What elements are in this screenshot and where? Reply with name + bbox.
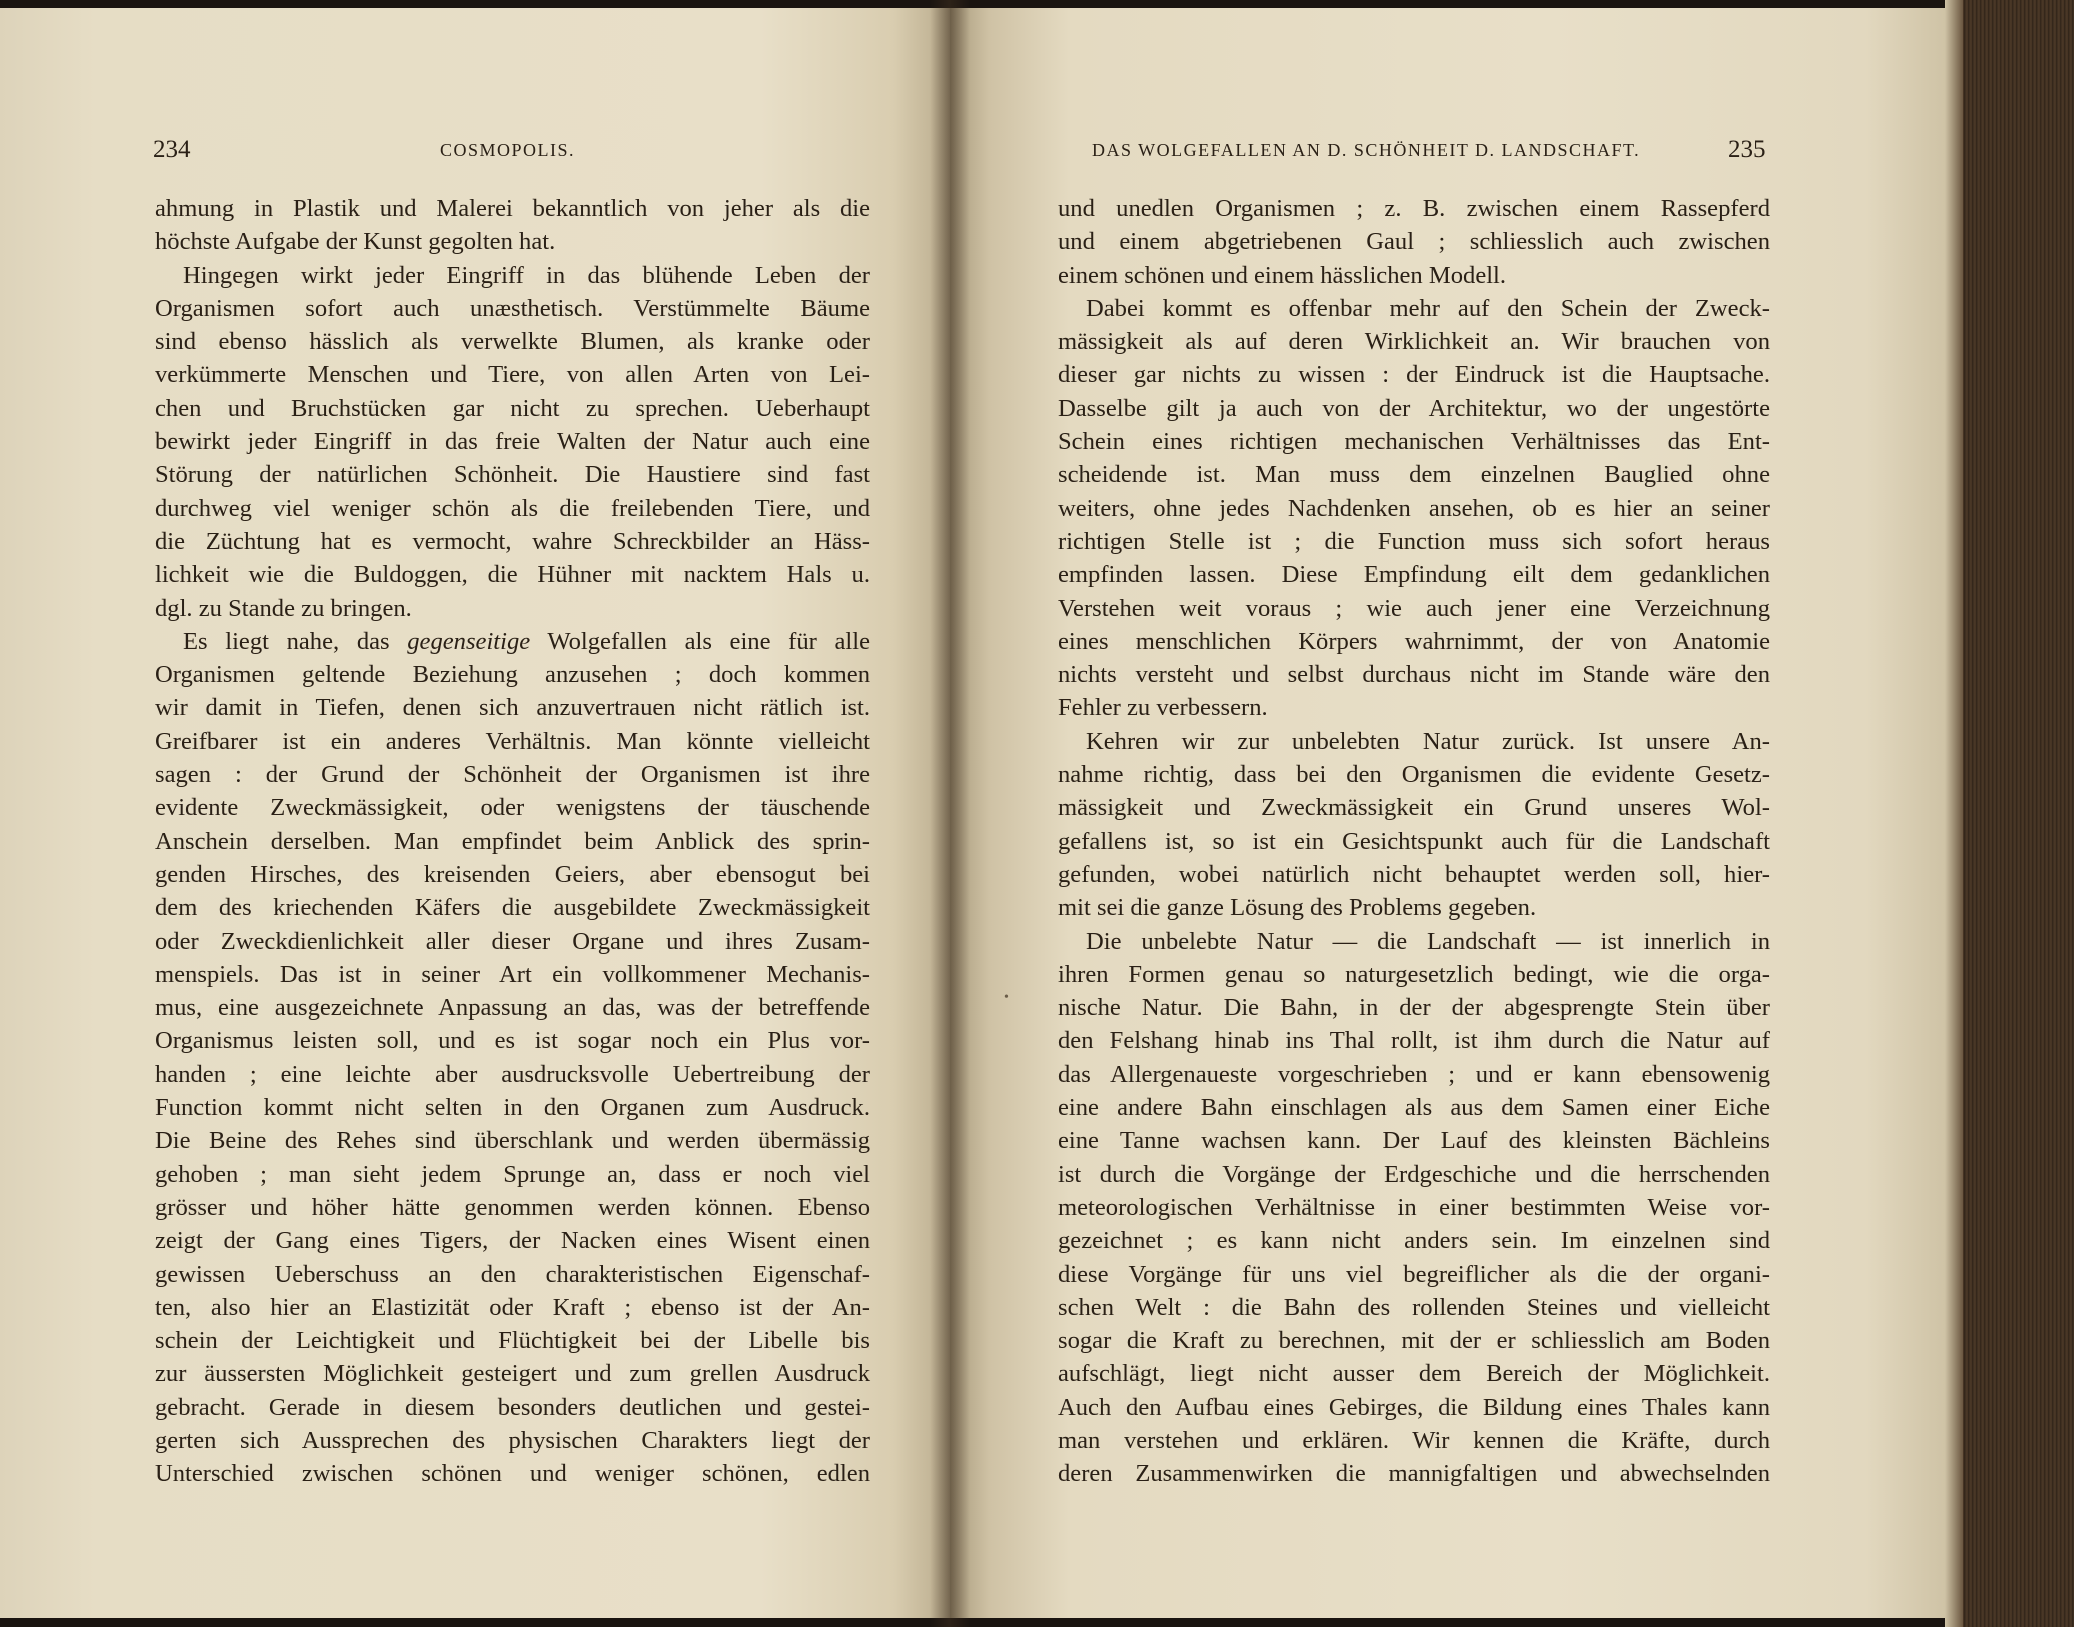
text-line: und unedlen Organismen ; z. B. zwischen einem Rassepferd	[1058, 195, 1770, 222]
text-line: durchweg viel weniger schön als die freilebenden Tiere, und	[155, 494, 870, 522]
text-line: dgl. zu Stande zu bringen.	[155, 594, 412, 622]
text-line: dem des kriechenden Käfers die ausgebildete Zweckmässigkeit	[155, 894, 870, 922]
left-running-head: COSMOPOLIS.	[440, 140, 576, 160]
text-line: schein der Leichtigkeit und Flüchtigkeit bei der Libelle bis	[155, 1327, 870, 1355]
text-line: oder Zweckdienlichkeit aller dieser Organe und ihres Zusam-	[155, 927, 870, 955]
left-page-number: 234	[153, 136, 191, 163]
text-line: höchste Aufgabe der Kunst gegolten hat.	[155, 228, 556, 256]
text-line: Schein eines richtigen mechanischen Verhältnisses das Ent-	[1058, 428, 1770, 456]
text-line: mässigkeit und Zweckmässigkeit ein Grund unseres Wol-	[1058, 794, 1770, 822]
text-line: und einem abgetriebenen Gaul ; schliesslich auch zwischen	[1058, 228, 1770, 256]
text-line: die Züchtung hat es vermocht, wahre Schreckbilder an Häss-	[155, 527, 870, 555]
text-line: zur äussersten Möglichkeit gesteigert und zum grellen Ausdruck	[155, 1360, 870, 1388]
text-line: nische Natur. Die Bahn, in der der abgesprengte Stein über	[1058, 994, 1770, 1022]
text-line: dieser gar nichts zu wissen : der Eindruck ist die Hauptsache.	[1058, 361, 1770, 389]
text-line: zeigt der Gang eines Tigers, der Nacken eines Wisent einen	[155, 1227, 870, 1255]
text-line: sagen : der Grund der Schönheit der Organismen ist ihre	[155, 761, 870, 789]
text-line: sind ebenso hässlich als verwelkte Blumen, als kranke oder	[155, 328, 870, 356]
text-line: Es liegt nahe, das gegenseitige Wolgefallen als eine für alle	[183, 627, 870, 655]
text-line: scheidende ist. Man muss dem einzelnen Bauglied ohne	[1058, 461, 1770, 489]
text-line: Kehren wir zur unbelebten Natur zurück. Ist unsere An-	[1086, 727, 1770, 755]
text-line: mit sei die ganze Lösung des Problems gegeben.	[1058, 894, 1537, 922]
text-line: meteorologischen Verhältnisse in einer bestimmten Weise vor-	[1058, 1193, 1770, 1221]
text-line: verkümmerte Menschen und Tiere, von allen Arten von Lei-	[155, 361, 870, 389]
page-edges	[1945, 0, 2074, 1627]
text-line: Fehler zu verbessern.	[1058, 694, 1268, 722]
text-line: Organismen sofort auch unæsthetisch. Verstümmelte Bäume	[155, 294, 870, 322]
text-line: Dabei kommt es offenbar mehr auf den Schein der Zweck-	[1086, 294, 1770, 322]
text-line: Auch den Aufbau eines Gebirges, die Bildung eines Thales kann	[1058, 1393, 1770, 1421]
book-gutter	[930, 0, 970, 1627]
left-page-body	[155, 192, 870, 1491]
text-line: nahme richtig, dass bei den Organismen die evidente Gesetz-	[1058, 761, 1770, 789]
text-line: Störung der natürlichen Schönheit. Die Haustiere sind fast	[155, 461, 870, 489]
text-line: evidente Zweckmässigkeit, oder wenigstens der täuschende	[155, 794, 870, 822]
text-line: Anschein derselben. Man empfindet beim Anblick des sprin-	[155, 827, 870, 855]
text-line: Organismen geltende Beziehung anzusehen ; doch kommen	[155, 661, 870, 689]
text-line: nichts versteht und selbst durchaus nicht im Stande wäre den	[1058, 661, 1770, 689]
text-line: Greifbarer ist ein anderes Verhältnis. Man könnte vielleicht	[155, 727, 870, 755]
text-line: man verstehen und erklären. Wir kennen die Kräfte, durch	[1058, 1426, 1770, 1454]
text-line: mässigkeit als auf deren Wirklichkeit an. Wir brauchen von	[1058, 328, 1770, 356]
text-line: ihren Formen genau so naturgesetzlich bedingt, wie die orga-	[1058, 960, 1770, 988]
text-line: Die Beine des Rehes sind überschlank und werden übermässig	[155, 1127, 870, 1155]
text-line: gehoben ; man sieht jedem Sprunge an, dass er noch viel	[155, 1160, 870, 1188]
text-line: mus, eine ausgezeichnete Anpassung an das, was der betreffende	[155, 994, 870, 1022]
text-line: aufschlägt, liegt nicht ausser dem Bereich der Möglichkeit.	[1058, 1360, 1770, 1388]
text-line: Hingegen wirkt jeder Eingriff in das blühende Leben der	[183, 261, 870, 289]
text-line: eines menschlichen Körpers wahrnimmt, der von Anatomie	[1058, 627, 1770, 655]
text-line: gewissen Ueberschuss an den charakteristischen Eigenschaf-	[155, 1260, 870, 1288]
text-line: einem schönen und einem hässlichen Modell.	[1058, 261, 1507, 289]
text-line: Dasselbe gilt ja auch von der Architektur, wo der ungestörte	[1058, 394, 1770, 422]
right-page-number: 235	[1728, 136, 1766, 163]
text-line: ist durch die Vorgänge der Erdgeschiche und die herrschenden	[1058, 1160, 1770, 1188]
text-line: richtigen Stelle ist ; die Function muss sich sofort heraus	[1058, 527, 1770, 555]
text-line: diese Vorgänge für uns viel begreiflicher als die der organi-	[1058, 1260, 1770, 1288]
text-line: den Felshang hinab ins Thal rollt, ist ihm durch die Natur auf	[1058, 1027, 1770, 1055]
text-line: chen und Bruchstücken gar nicht zu sprechen. Ueberhaupt	[155, 394, 870, 422]
text-line: gezeichnet ; es kann nicht anders sein. Im einzelnen sind	[1058, 1227, 1770, 1255]
text-line: gebracht. Gerade in diesem besonders deutlichen und gestei-	[155, 1393, 870, 1421]
text-line: ahmung in Plastik und Malerei bekanntlich von jeher als die	[155, 195, 870, 222]
text-line: das Allergenaueste vorgeschrieben ; und er kann ebensowenig	[1058, 1060, 1770, 1088]
text-line: lichkeit wie die Buldoggen, die Hühner mit nacktem Hals u.	[155, 561, 870, 589]
text-line: deren Zusammenwirken die mannigfaltigen und abwechselnden	[1058, 1460, 1770, 1488]
text-line: grösser und höher hätte genommen werden können. Ebenso	[155, 1193, 870, 1221]
text-line: gerten sich Aussprechen des physischen Charakters liegt der	[155, 1426, 870, 1454]
text-line: eine Tanne wachsen kann. Der Lauf des kleinsten Bächleins	[1058, 1127, 1770, 1155]
text-line: weiters, ohne jedes Nachdenken ansehen, ob es hier an seiner	[1058, 494, 1770, 522]
text-line: Organismus leisten soll, und es ist sogar noch ein Plus vor-	[155, 1027, 870, 1055]
margin-mark: •	[1004, 990, 1009, 1005]
text-line: wir damit in Tiefen, denen sich anzuvertrauen nicht rätlich ist.	[155, 694, 870, 722]
text-line: gefallens ist, so ist ein Gesichtspunkt auch für die Landschaft	[1058, 827, 1770, 855]
right-page-body	[1058, 192, 1770, 1491]
text-line: ten, also hier an Elastizität oder Kraft ; ebenso ist der An-	[155, 1293, 870, 1321]
text-line: menspiels. Das ist in seiner Art ein vollkommener Mechanis-	[155, 960, 870, 988]
text-line: handen ; eine leichte aber ausdrucksvolle Uebertreibung der	[155, 1060, 870, 1088]
text-line: genden Hirsches, des kreisenden Geiers, aber ebensogut bei	[155, 860, 870, 888]
text-line: gefunden, wobei natürlich nicht behauptet werden soll, hier-	[1058, 860, 1770, 888]
text-line: sogar die Kraft zu berechnen, mit der er schliesslich am Boden	[1058, 1327, 1770, 1355]
text-line: Unterschied zwischen schönen und weniger schönen, edlen	[155, 1460, 870, 1488]
text-line: eine andere Bahn einschlagen als aus dem Samen einer Eiche	[1058, 1094, 1770, 1122]
text-line: bewirkt jeder Eingriff in das freie Walten der Natur auch eine	[155, 428, 870, 456]
right-running-head: DAS WOLGEFALLEN AN D. SCHÖNHEIT D. LANDSCHAFT.	[1092, 140, 1641, 160]
text-line: Die unbelebte Natur — die Landschaft — ist innerlich in	[1086, 927, 1770, 955]
text-line: empfinden lassen. Diese Empfindung eilt dem gedanklichen	[1058, 561, 1770, 589]
text-line: Function kommt nicht selten in den Organen zum Ausdruck.	[155, 1094, 870, 1122]
text-line: Verstehen weit voraus ; wie auch jener eine Verzeichnung	[1058, 594, 1770, 622]
text-line: schen Welt : die Bahn des rollenden Steines und vielleicht	[1058, 1293, 1770, 1321]
